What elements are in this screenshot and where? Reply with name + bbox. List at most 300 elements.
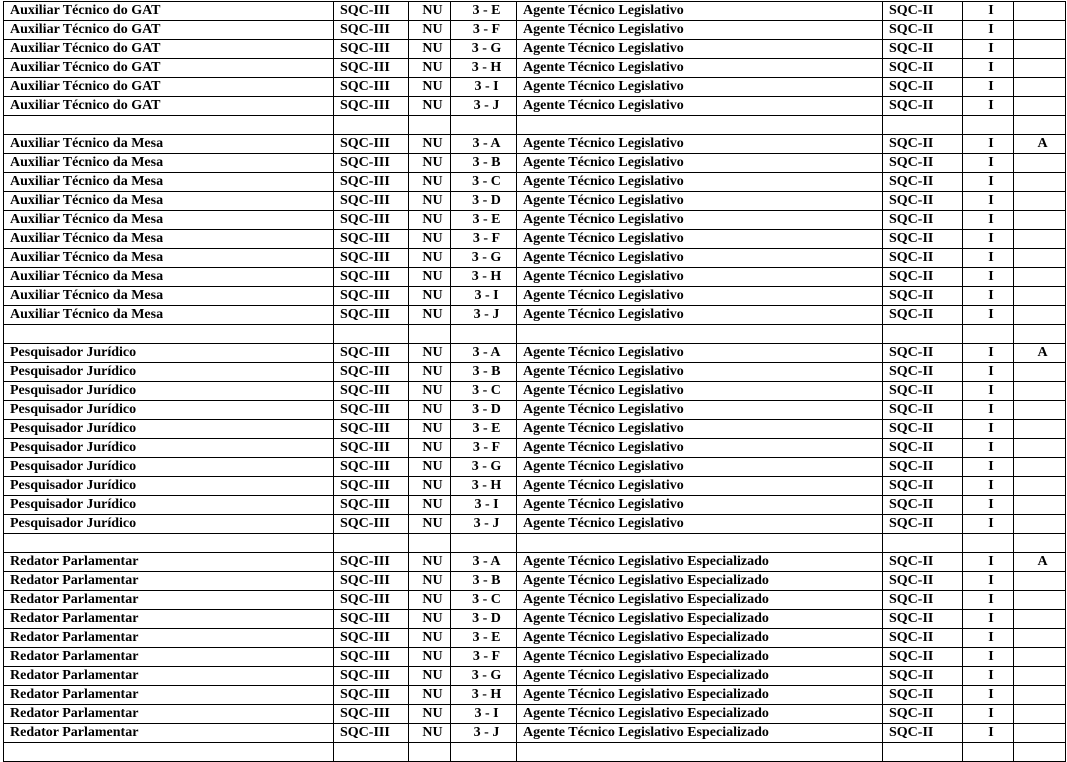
sqc2-cell: SQC-II bbox=[883, 154, 963, 173]
sqc2-cell: SQC-II bbox=[883, 667, 963, 686]
sqc2-cell: SQC-II bbox=[883, 648, 963, 667]
cargo-cell bbox=[4, 743, 334, 762]
destination-cell bbox=[517, 534, 883, 553]
sqc2-cell: SQC-II bbox=[883, 686, 963, 705]
table-row bbox=[4, 78, 1066, 97]
nu-cell: NU bbox=[409, 401, 451, 420]
destination-cell bbox=[517, 325, 883, 344]
destination-cell: Agente Técnico Legislativo bbox=[517, 477, 883, 496]
sqc-cell: SQC-III bbox=[334, 591, 409, 610]
sqc2-cell: SQC-II bbox=[883, 363, 963, 382]
sqc-cell: SQC-III bbox=[334, 515, 409, 534]
sqc2-cell: SQC-II bbox=[883, 211, 963, 230]
sqc2-cell: SQC-II bbox=[883, 135, 963, 154]
reference-cell: 3 - G bbox=[451, 249, 517, 268]
cargo-cell: Auxiliar Técnico do GAT bbox=[4, 40, 334, 59]
destination-cell bbox=[517, 743, 883, 762]
cargo-cell: Redator Parlamentar bbox=[4, 572, 334, 591]
reference-cell: 3 - H bbox=[451, 477, 517, 496]
sqc-cell: SQC-III bbox=[334, 344, 409, 363]
nu-cell: NU bbox=[409, 287, 451, 306]
table-row bbox=[4, 724, 1066, 743]
table-row bbox=[4, 382, 1066, 401]
reference-cell: 3 - I bbox=[451, 78, 517, 97]
cargo-cell: Redator Parlamentar bbox=[4, 610, 334, 629]
nu-cell: NU bbox=[409, 648, 451, 667]
level-cell: I bbox=[963, 420, 1014, 439]
sqc-cell: SQC-III bbox=[334, 458, 409, 477]
destination-cell: Agente Técnico Legislativo Especializado bbox=[517, 667, 883, 686]
sqc2-cell: SQC-II bbox=[883, 705, 963, 724]
sqc-cell bbox=[334, 743, 409, 762]
sqc-cell: SQC-III bbox=[334, 249, 409, 268]
level-cell: I bbox=[963, 192, 1014, 211]
sqc2-cell: SQC-II bbox=[883, 610, 963, 629]
cargo-cell: Auxiliar Técnico da Mesa bbox=[4, 173, 334, 192]
reference-cell: 3 - G bbox=[451, 458, 517, 477]
nu-cell: NU bbox=[409, 705, 451, 724]
level-cell: I bbox=[963, 667, 1014, 686]
reference-cell: 3 - J bbox=[451, 515, 517, 534]
cargo-cell: Pesquisador Jurídico bbox=[4, 344, 334, 363]
nu-cell: NU bbox=[409, 458, 451, 477]
reference-cell: 3 - E bbox=[451, 420, 517, 439]
reference-cell: 3 - G bbox=[451, 40, 517, 59]
destination-cell: Agente Técnico Legislativo bbox=[517, 401, 883, 420]
note-cell bbox=[1014, 192, 1066, 211]
destination-cell bbox=[517, 116, 883, 135]
level-cell: I bbox=[963, 724, 1014, 743]
sqc-cell: SQC-III bbox=[334, 59, 409, 78]
note-cell bbox=[1014, 629, 1066, 648]
cargo-cell: Redator Parlamentar bbox=[4, 724, 334, 743]
sqc2-cell: SQC-II bbox=[883, 724, 963, 743]
sqc-cell: SQC-III bbox=[334, 211, 409, 230]
destination-cell: Agente Técnico Legislativo Especializado bbox=[517, 648, 883, 667]
sqc-cell: SQC-III bbox=[334, 154, 409, 173]
note-cell bbox=[1014, 2, 1066, 21]
nu-cell: NU bbox=[409, 477, 451, 496]
table-row bbox=[4, 306, 1066, 325]
table-row bbox=[4, 40, 1066, 59]
nu-cell: NU bbox=[409, 572, 451, 591]
note-cell: A bbox=[1014, 135, 1066, 154]
table-row bbox=[4, 59, 1066, 78]
sqc2-cell: SQC-II bbox=[883, 230, 963, 249]
cargo-cell: Redator Parlamentar bbox=[4, 705, 334, 724]
level-cell bbox=[963, 325, 1014, 344]
destination-cell: Agente Técnico Legislativo bbox=[517, 2, 883, 21]
nu-cell: NU bbox=[409, 686, 451, 705]
destination-cell: Agente Técnico Legislativo bbox=[517, 382, 883, 401]
cargo-cell: Pesquisador Jurídico bbox=[4, 458, 334, 477]
cargo-cell: Pesquisador Jurídico bbox=[4, 363, 334, 382]
destination-cell: Agente Técnico Legislativo bbox=[517, 458, 883, 477]
destination-cell: Agente Técnico Legislativo bbox=[517, 363, 883, 382]
nu-cell: NU bbox=[409, 21, 451, 40]
note-cell bbox=[1014, 306, 1066, 325]
level-cell: I bbox=[963, 477, 1014, 496]
level-cell: I bbox=[963, 629, 1014, 648]
nu-cell: NU bbox=[409, 496, 451, 515]
level-cell bbox=[963, 743, 1014, 762]
nu-cell: NU bbox=[409, 420, 451, 439]
table-row bbox=[4, 211, 1066, 230]
reference-cell: 3 - A bbox=[451, 344, 517, 363]
reference-cell: 3 - D bbox=[451, 610, 517, 629]
destination-cell: Agente Técnico Legislativo bbox=[517, 135, 883, 154]
nu-cell: NU bbox=[409, 439, 451, 458]
level-cell: I bbox=[963, 78, 1014, 97]
sqc2-cell: SQC-II bbox=[883, 97, 963, 116]
sqc2-cell bbox=[883, 325, 963, 344]
sqc-cell: SQC-III bbox=[334, 192, 409, 211]
sqc-cell: SQC-III bbox=[334, 667, 409, 686]
reference-cell: 3 - J bbox=[451, 306, 517, 325]
nu-cell: NU bbox=[409, 515, 451, 534]
reference-cell bbox=[451, 534, 517, 553]
destination-cell: Agente Técnico Legislativo Especializado bbox=[517, 610, 883, 629]
table-row bbox=[4, 629, 1066, 648]
destination-cell: Agente Técnico Legislativo bbox=[517, 496, 883, 515]
nu-cell: NU bbox=[409, 667, 451, 686]
destination-cell: Agente Técnico Legislativo bbox=[517, 173, 883, 192]
sqc2-cell: SQC-II bbox=[883, 344, 963, 363]
nu-cell bbox=[409, 534, 451, 553]
sqc2-cell: SQC-II bbox=[883, 173, 963, 192]
sqc2-cell: SQC-II bbox=[883, 382, 963, 401]
note-cell: A bbox=[1014, 553, 1066, 572]
reference-cell: 3 - D bbox=[451, 192, 517, 211]
nu-cell: NU bbox=[409, 610, 451, 629]
cargo-cell: Auxiliar Técnico da Mesa bbox=[4, 268, 334, 287]
cargo-cell: Redator Parlamentar bbox=[4, 629, 334, 648]
reference-cell: 3 - B bbox=[451, 363, 517, 382]
destination-cell: Agente Técnico Legislativo bbox=[517, 97, 883, 116]
nu-cell bbox=[409, 116, 451, 135]
sqc-cell: SQC-III bbox=[334, 40, 409, 59]
sqc-cell: SQC-III bbox=[334, 572, 409, 591]
cargo-cell: Redator Parlamentar bbox=[4, 686, 334, 705]
reference-cell: 3 - H bbox=[451, 59, 517, 78]
cargo-cell bbox=[4, 534, 334, 553]
cargo-cell: Auxiliar Técnico do GAT bbox=[4, 59, 334, 78]
position-table bbox=[3, 1, 1066, 762]
sqc-cell bbox=[334, 325, 409, 344]
level-cell: I bbox=[963, 287, 1014, 306]
sqc2-cell: SQC-II bbox=[883, 458, 963, 477]
nu-cell: NU bbox=[409, 268, 451, 287]
note-cell bbox=[1014, 40, 1066, 59]
destination-cell: Agente Técnico Legislativo Especializado bbox=[517, 705, 883, 724]
nu-cell bbox=[409, 743, 451, 762]
nu-cell bbox=[409, 325, 451, 344]
sqc2-cell bbox=[883, 116, 963, 135]
table-row bbox=[4, 249, 1066, 268]
nu-cell: NU bbox=[409, 192, 451, 211]
sqc2-cell bbox=[883, 743, 963, 762]
note-cell bbox=[1014, 21, 1066, 40]
reference-cell: 3 - B bbox=[451, 154, 517, 173]
sqc-cell: SQC-III bbox=[334, 230, 409, 249]
note-cell bbox=[1014, 705, 1066, 724]
nu-cell: NU bbox=[409, 249, 451, 268]
cargo-cell: Redator Parlamentar bbox=[4, 553, 334, 572]
reference-cell: 3 - A bbox=[451, 553, 517, 572]
sqc-cell: SQC-III bbox=[334, 553, 409, 572]
destination-cell: Agente Técnico Legislativo bbox=[517, 21, 883, 40]
reference-cell bbox=[451, 116, 517, 135]
cargo-cell: Auxiliar Técnico do GAT bbox=[4, 21, 334, 40]
note-cell bbox=[1014, 420, 1066, 439]
destination-cell: Agente Técnico Legislativo bbox=[517, 249, 883, 268]
reference-cell: 3 - E bbox=[451, 2, 517, 21]
level-cell: I bbox=[963, 268, 1014, 287]
sqc-cell: SQC-III bbox=[334, 382, 409, 401]
sqc2-cell: SQC-II bbox=[883, 78, 963, 97]
sqc-cell: SQC-III bbox=[334, 306, 409, 325]
cargo-cell: Auxiliar Técnico do GAT bbox=[4, 97, 334, 116]
note-cell bbox=[1014, 116, 1066, 135]
cargo-cell: Pesquisador Jurídico bbox=[4, 496, 334, 515]
level-cell: I bbox=[963, 496, 1014, 515]
note-cell bbox=[1014, 743, 1066, 762]
reference-cell: 3 - H bbox=[451, 268, 517, 287]
destination-cell: Agente Técnico Legislativo bbox=[517, 287, 883, 306]
sqc2-cell: SQC-II bbox=[883, 287, 963, 306]
table-row bbox=[4, 344, 1066, 363]
cargo-cell: Auxiliar Técnico da Mesa bbox=[4, 287, 334, 306]
nu-cell: NU bbox=[409, 363, 451, 382]
table-row bbox=[4, 743, 1066, 762]
sqc2-cell: SQC-II bbox=[883, 268, 963, 287]
cargo-cell: Auxiliar Técnico da Mesa bbox=[4, 192, 334, 211]
table-row bbox=[4, 667, 1066, 686]
reference-cell bbox=[451, 743, 517, 762]
destination-cell: Agente Técnico Legislativo bbox=[517, 344, 883, 363]
reference-cell: 3 - F bbox=[451, 439, 517, 458]
reference-cell: 3 - H bbox=[451, 686, 517, 705]
destination-cell: Agente Técnico Legislativo Especializado bbox=[517, 724, 883, 743]
nu-cell: NU bbox=[409, 306, 451, 325]
sqc-cell: SQC-III bbox=[334, 363, 409, 382]
level-cell: I bbox=[963, 439, 1014, 458]
destination-cell: Agente Técnico Legislativo bbox=[517, 192, 883, 211]
sqc2-cell: SQC-II bbox=[883, 40, 963, 59]
reference-cell: 3 - J bbox=[451, 97, 517, 116]
sqc-cell: SQC-III bbox=[334, 610, 409, 629]
sqc-cell: SQC-III bbox=[334, 705, 409, 724]
table-row bbox=[4, 610, 1066, 629]
sqc-cell: SQC-III bbox=[334, 420, 409, 439]
sqc2-cell: SQC-II bbox=[883, 439, 963, 458]
nu-cell: NU bbox=[409, 230, 451, 249]
note-cell bbox=[1014, 686, 1066, 705]
table-row bbox=[4, 21, 1066, 40]
table-row bbox=[4, 192, 1066, 211]
table-row bbox=[4, 553, 1066, 572]
sqc-cell bbox=[334, 116, 409, 135]
level-cell: I bbox=[963, 40, 1014, 59]
cargo-cell bbox=[4, 116, 334, 135]
level-cell: I bbox=[963, 591, 1014, 610]
note-cell bbox=[1014, 667, 1066, 686]
table-row bbox=[4, 648, 1066, 667]
level-cell: I bbox=[963, 2, 1014, 21]
cargo-cell: Auxiliar Técnico do GAT bbox=[4, 78, 334, 97]
destination-cell: Agente Técnico Legislativo bbox=[517, 268, 883, 287]
note-cell bbox=[1014, 59, 1066, 78]
level-cell: I bbox=[963, 249, 1014, 268]
sqc2-cell: SQC-II bbox=[883, 553, 963, 572]
note-cell bbox=[1014, 401, 1066, 420]
table-row bbox=[4, 363, 1066, 382]
destination-cell: Agente Técnico Legislativo bbox=[517, 420, 883, 439]
note-cell bbox=[1014, 363, 1066, 382]
sqc2-cell: SQC-II bbox=[883, 59, 963, 78]
sqc-cell: SQC-III bbox=[334, 724, 409, 743]
note-cell bbox=[1014, 173, 1066, 192]
level-cell: I bbox=[963, 458, 1014, 477]
destination-cell: Agente Técnico Legislativo Especializado bbox=[517, 572, 883, 591]
level-cell: I bbox=[963, 97, 1014, 116]
table-row bbox=[4, 325, 1066, 344]
destination-cell: Agente Técnico Legislativo bbox=[517, 306, 883, 325]
cargo-cell: Pesquisador Jurídico bbox=[4, 420, 334, 439]
note-cell bbox=[1014, 249, 1066, 268]
sqc-cell: SQC-III bbox=[334, 439, 409, 458]
reference-cell: 3 - C bbox=[451, 382, 517, 401]
cargo-cell: Auxiliar Técnico da Mesa bbox=[4, 306, 334, 325]
note-cell bbox=[1014, 534, 1066, 553]
table-row bbox=[4, 116, 1066, 135]
sqc-cell: SQC-III bbox=[334, 135, 409, 154]
nu-cell: NU bbox=[409, 591, 451, 610]
sqc2-cell: SQC-II bbox=[883, 477, 963, 496]
table-row bbox=[4, 135, 1066, 154]
cargo-cell: Auxiliar Técnico da Mesa bbox=[4, 230, 334, 249]
table-row bbox=[4, 458, 1066, 477]
nu-cell: NU bbox=[409, 78, 451, 97]
sqc2-cell: SQC-II bbox=[883, 401, 963, 420]
note-cell bbox=[1014, 382, 1066, 401]
reference-cell: 3 - C bbox=[451, 173, 517, 192]
sqc-cell: SQC-III bbox=[334, 496, 409, 515]
nu-cell: NU bbox=[409, 629, 451, 648]
table-row bbox=[4, 2, 1066, 21]
reference-cell bbox=[451, 325, 517, 344]
level-cell: I bbox=[963, 363, 1014, 382]
sqc-cell bbox=[334, 534, 409, 553]
destination-cell: Agente Técnico Legislativo Especializado bbox=[517, 591, 883, 610]
nu-cell: NU bbox=[409, 154, 451, 173]
table-row bbox=[4, 496, 1066, 515]
sqc-cell: SQC-III bbox=[334, 629, 409, 648]
table-row bbox=[4, 705, 1066, 724]
reference-cell: 3 - J bbox=[451, 724, 517, 743]
level-cell: I bbox=[963, 344, 1014, 363]
sqc-cell: SQC-III bbox=[334, 173, 409, 192]
cargo-cell: Auxiliar Técnico da Mesa bbox=[4, 249, 334, 268]
level-cell: I bbox=[963, 686, 1014, 705]
table-row bbox=[4, 154, 1066, 173]
nu-cell: NU bbox=[409, 2, 451, 21]
reference-cell: 3 - I bbox=[451, 496, 517, 515]
cargo-cell: Auxiliar Técnico da Mesa bbox=[4, 211, 334, 230]
note-cell bbox=[1014, 268, 1066, 287]
level-cell: I bbox=[963, 382, 1014, 401]
reference-cell: 3 - A bbox=[451, 135, 517, 154]
level-cell: I bbox=[963, 705, 1014, 724]
sqc-cell: SQC-III bbox=[334, 287, 409, 306]
level-cell bbox=[963, 534, 1014, 553]
destination-cell: Agente Técnico Legislativo bbox=[517, 78, 883, 97]
table-row bbox=[4, 420, 1066, 439]
level-cell: I bbox=[963, 135, 1014, 154]
sqc2-cell: SQC-II bbox=[883, 2, 963, 21]
sqc-cell: SQC-III bbox=[334, 78, 409, 97]
sqc2-cell: SQC-II bbox=[883, 629, 963, 648]
nu-cell: NU bbox=[409, 344, 451, 363]
sqc2-cell: SQC-II bbox=[883, 515, 963, 534]
note-cell bbox=[1014, 211, 1066, 230]
sqc2-cell: SQC-II bbox=[883, 591, 963, 610]
reference-cell: 3 - F bbox=[451, 230, 517, 249]
sqc-cell: SQC-III bbox=[334, 477, 409, 496]
sqc2-cell bbox=[883, 534, 963, 553]
table-row bbox=[4, 534, 1066, 553]
note-cell bbox=[1014, 439, 1066, 458]
cargo-cell: Redator Parlamentar bbox=[4, 648, 334, 667]
reference-cell: 3 - B bbox=[451, 572, 517, 591]
note-cell bbox=[1014, 572, 1066, 591]
level-cell: I bbox=[963, 173, 1014, 192]
note-cell bbox=[1014, 591, 1066, 610]
note-cell bbox=[1014, 230, 1066, 249]
level-cell: I bbox=[963, 648, 1014, 667]
level-cell: I bbox=[963, 306, 1014, 325]
level-cell: I bbox=[963, 59, 1014, 78]
note-cell bbox=[1014, 78, 1066, 97]
level-cell bbox=[963, 116, 1014, 135]
table-row bbox=[4, 268, 1066, 287]
destination-cell: Agente Técnico Legislativo bbox=[517, 154, 883, 173]
sqc2-cell: SQC-II bbox=[883, 249, 963, 268]
sqc2-cell: SQC-II bbox=[883, 192, 963, 211]
destination-cell: Agente Técnico Legislativo bbox=[517, 40, 883, 59]
table-row bbox=[4, 572, 1066, 591]
reference-cell: 3 - E bbox=[451, 629, 517, 648]
sqc-cell: SQC-III bbox=[334, 97, 409, 116]
note-cell bbox=[1014, 724, 1066, 743]
cargo-cell: Redator Parlamentar bbox=[4, 591, 334, 610]
reference-cell: 3 - I bbox=[451, 705, 517, 724]
table-row bbox=[4, 439, 1066, 458]
reference-cell: 3 - I bbox=[451, 287, 517, 306]
table-row bbox=[4, 591, 1066, 610]
sqc-cell: SQC-III bbox=[334, 2, 409, 21]
nu-cell: NU bbox=[409, 135, 451, 154]
level-cell: I bbox=[963, 211, 1014, 230]
nu-cell: NU bbox=[409, 724, 451, 743]
note-cell: A bbox=[1014, 344, 1066, 363]
table-row bbox=[4, 97, 1066, 116]
destination-cell: Agente Técnico Legislativo Especializado bbox=[517, 553, 883, 572]
note-cell bbox=[1014, 325, 1066, 344]
table-row bbox=[4, 686, 1066, 705]
destination-cell: Agente Técnico Legislativo Especializado bbox=[517, 686, 883, 705]
cargo-cell: Auxiliar Técnico do GAT bbox=[4, 2, 334, 21]
